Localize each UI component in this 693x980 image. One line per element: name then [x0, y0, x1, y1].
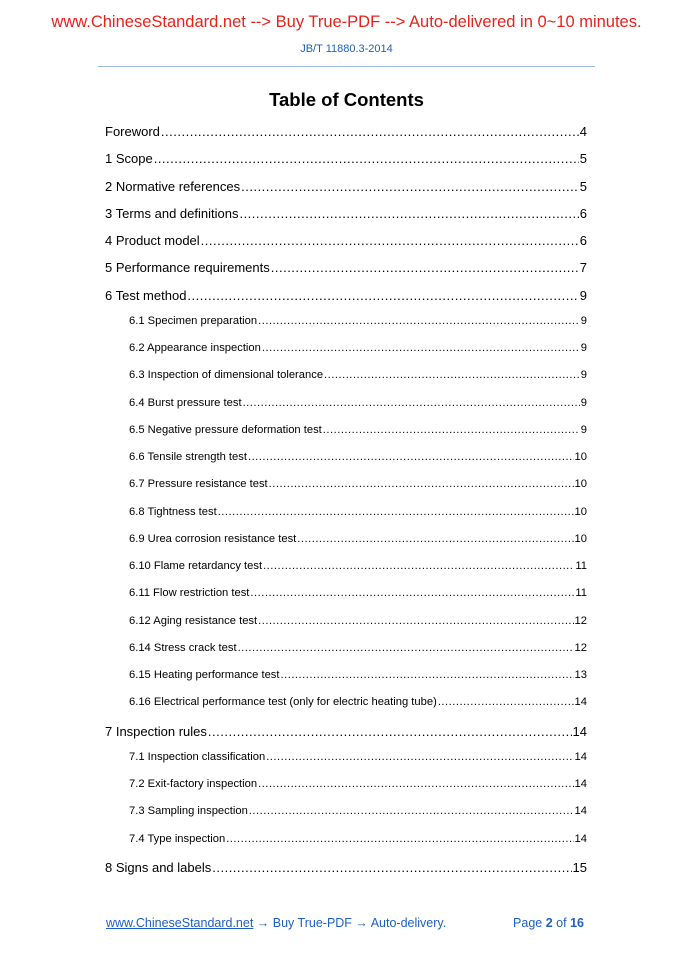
toc-entry-title: 6.1 Specimen preparation [129, 314, 258, 327]
standard-number: JB/T 11880.3-2014 [300, 43, 393, 55]
toc-entry[interactable] [129, 751, 587, 763]
toc-entry-page: 14 [574, 778, 587, 790]
toc-entry-title: 6.5 Negative pressure deformation test [129, 423, 322, 436]
toc-entry-title: 7.3 Sampling inspection [129, 805, 248, 818]
toc-entry[interactable] [105, 860, 587, 875]
toc-entry-page: 7 [579, 260, 587, 276]
toc-entry-page: 10 [574, 505, 587, 518]
toc-entry[interactable] [105, 260, 587, 275]
toc-entry-page: 9 [580, 342, 587, 354]
toc-leader-dots [297, 533, 573, 545]
toc-entry[interactable] [129, 533, 587, 545]
toc-leader-dots [243, 397, 580, 409]
toc-entry-page: 13 [574, 669, 587, 681]
toc-leader-dots [258, 615, 573, 627]
toc-entry-title: 7.1 Inspection classification [129, 750, 266, 763]
toc-entry[interactable] [129, 696, 587, 708]
toc-leader-dots [266, 751, 573, 763]
toc-entry[interactable] [105, 288, 587, 303]
toc-entry-title: 6.14 Stress crack test [129, 641, 237, 654]
toc-entry-title: 6.16 Electrical performance test (only for electric heating tube) [129, 696, 437, 709]
toc-entry-page: 14 [572, 723, 587, 739]
toc-entry-page: 14 [574, 832, 587, 845]
toc-leader-dots [248, 451, 574, 463]
toc-entry-title: 7 Inspection rules [105, 723, 207, 739]
toc-entry-title: 4 Product model [105, 233, 200, 248]
toc-entry[interactable] [129, 669, 587, 681]
toc-leader-dots [161, 124, 579, 139]
toc-entry[interactable] [129, 506, 587, 518]
toc-entry[interactable] [105, 233, 587, 248]
toc-entry-page: 9 [580, 423, 587, 436]
toc-entry[interactable] [129, 424, 587, 436]
toc-title: Table of Contents [269, 89, 424, 110]
toc-entry-page: 14 [574, 696, 587, 709]
toc-leader-dots [238, 642, 574, 654]
toc-entry-page: 9 [580, 369, 587, 382]
toc-leader-dots [271, 260, 579, 275]
toc-entry-title: 6.4 Burst pressure test [129, 396, 242, 409]
toc-leader-dots [250, 587, 574, 599]
toc-leader-dots [218, 506, 574, 518]
of-label: of [556, 916, 567, 930]
toc-leader-dots [201, 233, 579, 248]
toc-entry[interactable] [129, 451, 587, 463]
footer-promo [106, 916, 446, 930]
toc-entry[interactable] [129, 778, 587, 790]
page-footer [106, 916, 584, 930]
toc-entry[interactable] [129, 478, 587, 490]
toc-entry-title: 7.4 Type inspection [129, 832, 226, 845]
toc-entry-title: 6.9 Urea corrosion resistance test [129, 532, 297, 545]
toc-leader-dots [324, 369, 580, 381]
toc-leader-dots [249, 805, 574, 817]
toc-leader-dots [154, 151, 579, 166]
toc-entry[interactable] [129, 315, 587, 327]
toc-entry-page: 4 [579, 124, 587, 139]
toc-entry[interactable] [129, 642, 587, 654]
toc-entry-title: 6.3 Inspection of dimensional tolerance [129, 369, 324, 382]
toc-leader-dots [241, 179, 579, 194]
toc-entry-title: 6.2 Appearance inspection [129, 342, 261, 354]
toc-entry[interactable] [129, 397, 587, 409]
toc-entry-page: 5 [579, 178, 587, 194]
page-indicator [513, 916, 584, 930]
toc-entry[interactable] [129, 615, 587, 627]
toc-entry-title: 1 Scope [105, 151, 153, 167]
toc-entry-title: Foreword [105, 124, 160, 139]
toc-entry[interactable] [105, 151, 587, 166]
toc-entry-title: 6.7 Pressure resistance test [129, 478, 268, 491]
toc-entry-title: 5 Performance requirements [105, 260, 270, 276]
toc-entry-title: 7.2 Exit-factory inspection [129, 778, 258, 790]
toc-entry-page: 9 [580, 314, 587, 327]
page-current: 2 [545, 916, 553, 930]
toc-entry-page: 6 [579, 233, 587, 248]
toc-entry[interactable] [129, 587, 587, 599]
toc-entry-page: 11 [575, 587, 587, 600]
toc-entry[interactable] [129, 342, 587, 354]
toc-entry[interactable] [129, 805, 587, 817]
toc-entry-page: 14 [574, 750, 587, 763]
footer-promo-text: → Buy True-PDF → Auto-delivery. [253, 916, 447, 930]
toc-leader-dots [269, 478, 574, 490]
footer-site-link[interactable]: www.ChineseStandard.net [106, 916, 254, 930]
toc-entry[interactable] [129, 833, 587, 845]
toc-entry[interactable] [129, 560, 587, 572]
toc-entry-title: 8 Signs and labels [105, 859, 212, 875]
toc-entry-page: 14 [574, 805, 587, 818]
toc-entry-page: 10 [574, 451, 587, 463]
toc-entry-page: 6 [579, 205, 587, 221]
toc-leader-dots [438, 696, 574, 708]
toc-leader-dots [258, 778, 573, 790]
toc-entry[interactable] [129, 369, 587, 381]
toc-entry-title: 3 Terms and definitions [105, 205, 239, 221]
toc-entry-page: 10 [574, 478, 587, 491]
toc-leader-dots [262, 342, 580, 354]
toc-entry-title: 6.11 Flow restriction test [129, 587, 250, 600]
toc-leader-dots [187, 288, 578, 303]
toc-entry-page: 9 [579, 287, 587, 303]
toc-entry-title: 6.15 Heating performance test [129, 669, 280, 681]
toc-entry-title: 6.6 Tensile strength test [129, 451, 247, 463]
toc-entry-title: 6 Test method [105, 287, 187, 303]
header-divider [98, 66, 595, 67]
toc-entry-title: 2 Normative references [105, 178, 241, 194]
toc-leader-dots [258, 315, 580, 327]
toc-leader-dots [226, 833, 573, 845]
toc-entry-title: 6.8 Tightness test [129, 505, 217, 518]
toc-entry[interactable] [105, 179, 587, 194]
toc-entry-page: 12 [574, 614, 587, 627]
toc-entry[interactable] [105, 124, 587, 139]
toc-leader-dots [212, 860, 571, 875]
toc-entry[interactable] [105, 724, 587, 739]
page-label: Page [513, 916, 543, 930]
toc-entry-page: 5 [579, 151, 587, 167]
toc-entry[interactable] [105, 206, 587, 221]
toc-entry-title: 6.12 Aging resistance test [129, 614, 258, 627]
toc-leader-dots [323, 424, 580, 436]
toc-entry-page: 11 [575, 560, 587, 572]
toc-entry-page: 15 [572, 859, 587, 875]
toc-entry-page: 9 [580, 396, 587, 409]
toc-leader-dots [208, 724, 572, 739]
toc-leader-dots [281, 669, 574, 681]
toc-leader-dots [239, 206, 578, 221]
toc-leader-dots [263, 560, 574, 572]
promo-banner[interactable]: www.ChineseStandard.net --> Buy True-PDF --> Auto-delivered in 0~10 minutes. [51, 13, 642, 31]
toc-entry-title: 6.10 Flame retardancy test [129, 560, 263, 572]
toc-entry-page: 10 [574, 532, 587, 545]
toc-entry-page: 12 [574, 641, 587, 654]
page-total: 16 [570, 916, 584, 930]
